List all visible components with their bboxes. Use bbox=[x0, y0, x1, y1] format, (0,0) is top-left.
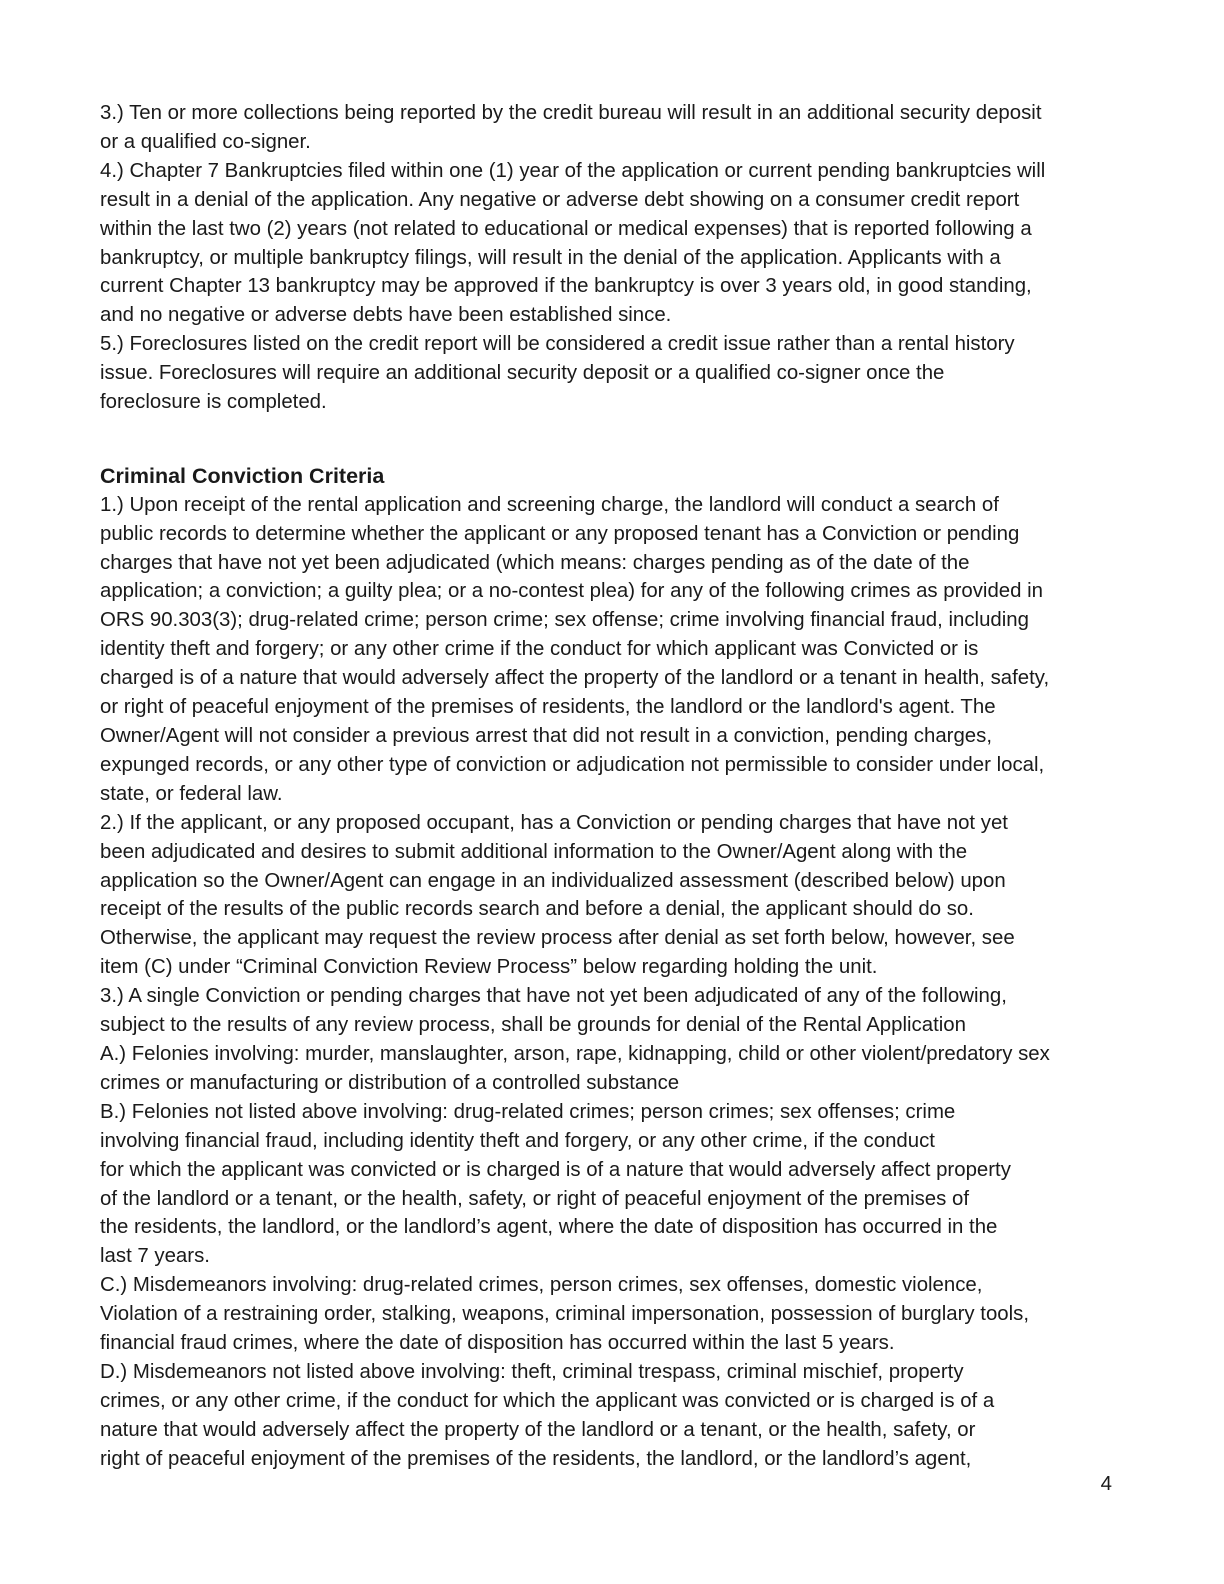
text-line: A.) Felonies involving: murder, manslaughter, arson, rape, kidnapping, child or other violent/predatory sex bbox=[100, 1042, 1050, 1065]
criminal-item-2 bbox=[100, 809, 1120, 982]
text-line: within the last two (2) years (not related to educational or medical expenses) that is reported following a bbox=[100, 217, 1032, 240]
spacer bbox=[100, 417, 1120, 446]
text-line: state, or federal law. bbox=[100, 782, 283, 805]
text-line: crimes or manufacturing or distribution of a controlled substance bbox=[100, 1071, 680, 1094]
text-line: involving financial fraud, including identity theft and forgery, or any other crime, if the conduct bbox=[100, 1129, 935, 1152]
criminal-item-b bbox=[100, 1098, 1120, 1271]
page-body bbox=[100, 99, 1120, 1474]
credit-item-4 bbox=[100, 157, 1120, 330]
text-line: 4.) Chapter 7 Bankruptcies filed within one (1) year of the application or current pending bankruptcies will bbox=[100, 159, 1046, 182]
criminal-item-a bbox=[100, 1040, 1120, 1098]
criminal-item-1 bbox=[100, 491, 1120, 809]
criminal-criteria bbox=[100, 491, 1120, 1474]
text-line: subject to the results of any review process, shall be grounds for denial of the Rental Application bbox=[100, 1014, 966, 1037]
text-line: D.) Misdemeanors not listed above involving: theft, criminal trespass, criminal mischief, property bbox=[100, 1360, 964, 1383]
text-line: of the landlord or a tenant, or the health, safety, or right of peaceful enjoyment of the premises of bbox=[100, 1187, 970, 1210]
text-line: and no negative or adverse debts have been established since. bbox=[100, 304, 672, 327]
text-line: item (C) under “Criminal Conviction Review Process” below regarding holding the unit. bbox=[100, 956, 878, 979]
credit-item-5 bbox=[100, 330, 1120, 417]
credit-item-3 bbox=[100, 99, 1120, 157]
text-line: ORS 90.303(3); drug-related crime; person crime; sex offense; crime involving financial fraud, including bbox=[100, 609, 1029, 632]
text-line: current Chapter 13 bankruptcy may be approved if the bankruptcy is over 3 years old, in good standing, bbox=[100, 275, 1032, 298]
text-line: 1.) Upon receipt of the rental application and screening charge, the landlord will conduct a search of bbox=[100, 493, 999, 516]
criminal-item-c bbox=[100, 1271, 1120, 1358]
text-line: C.) Misdemeanors involving: drug-related crimes, person crimes, sex offenses, domestic violence, bbox=[100, 1274, 983, 1297]
text-line: application so the Owner/Agent can engage in an individualized assessment (described below) upon bbox=[100, 869, 1006, 892]
text-line: B.) Felonies not listed above involving: drug-related crimes; person crimes; sex offenses; crime bbox=[100, 1100, 956, 1123]
text-line: receipt of the results of the public records search and before a denial, the applicant should do so. bbox=[100, 898, 974, 921]
text-line: right of peaceful enjoyment of the premises of the residents, the landlord, or the landlord’s agent, bbox=[100, 1447, 972, 1470]
text-line: financial fraud crimes, where the date of disposition has occurred within the last 5 years. bbox=[100, 1332, 895, 1355]
text-line: 2.) If the applicant, or any proposed occupant, has a Conviction or pending charges that have not yet bbox=[100, 811, 1008, 834]
text-line: 3.) A single Conviction or pending charges that have not yet been adjudicated of any of the following, bbox=[100, 985, 1007, 1008]
page-number: 4 bbox=[1100, 1473, 1112, 1495]
text-line: result in a denial of the application. Any negative or adverse debt showing on a consumer credit report bbox=[100, 188, 1020, 211]
text-line: last 7 years. bbox=[100, 1245, 210, 1268]
text-line: been adjudicated and desires to submit additional information to the Owner/Agent along with the bbox=[100, 840, 968, 863]
text-line: charges that have not yet been adjudicated (which means: charges pending as of the date of the bbox=[100, 551, 970, 574]
text-line: 5.) Foreclosures listed on the credit report will be considered a credit issue rather than a rental history bbox=[100, 333, 1015, 356]
text-line: expunged records, or any other type of conviction or adjudication not permissible to consider under local, bbox=[100, 753, 1045, 776]
credit-criteria-continued bbox=[100, 99, 1120, 417]
text-line: public records to determine whether the applicant or any proposed tenant has a Conviction or pending bbox=[100, 522, 1020, 545]
text-line: the residents, the landlord, or the landlord’s agent, where the date of disposition has occurred in the bbox=[100, 1216, 998, 1239]
text-line: identity theft and forgery; or any other crime if the conduct for which applicant was Convicted or is bbox=[100, 638, 979, 661]
text-line: nature that would adversely affect the property of the landlord or a tenant, or the health, safety, or bbox=[100, 1418, 976, 1441]
criminal-item-3 bbox=[100, 982, 1120, 1040]
text-line: Otherwise, the applicant may request the review process after denial as set forth below, however, see bbox=[100, 927, 1015, 950]
text-line: foreclosure is completed. bbox=[100, 391, 327, 414]
text-line: bankruptcy, or multiple bankruptcy filings, will result in the denial of the application. Applicants with a bbox=[100, 246, 1001, 269]
text-line: or a qualified co-signer. bbox=[100, 130, 311, 153]
text-line: charged is of a nature that would adversely affect the property of the landlord or a tenant in health, safety, bbox=[100, 667, 1050, 690]
text-line: crimes, or any other crime, if the conduct for which the applicant was convicted or is charged is of a bbox=[100, 1389, 995, 1412]
text-line: application; a conviction; a guilty plea; or a no-contest plea) for any of the following crimes as provided in bbox=[100, 580, 1044, 603]
text-line: 3.) Ten or more collections being reported by the credit bureau will result in an additional security deposit bbox=[100, 102, 1042, 124]
text-line: Owner/Agent will not consider a previous arrest that did not result in a conviction, pending charges, bbox=[100, 725, 993, 748]
text-line: or right of peaceful enjoyment of the premises of residents, the landlord or the landlord's agent. The bbox=[100, 696, 996, 719]
text-line: issue. Foreclosures will require an additional security deposit or a qualified co-signer once the bbox=[100, 362, 945, 385]
text-line: for which the applicant was convicted or is charged is of a nature that would adversely affect property bbox=[100, 1158, 1011, 1181]
section-heading-criminal-conviction-criteria: Criminal Conviction Criteria bbox=[100, 463, 385, 488]
text-line: Violation of a restraining order, stalking, weapons, criminal impersonation, possession of burglary tools, bbox=[100, 1303, 1030, 1326]
criminal-item-d bbox=[100, 1358, 1120, 1474]
